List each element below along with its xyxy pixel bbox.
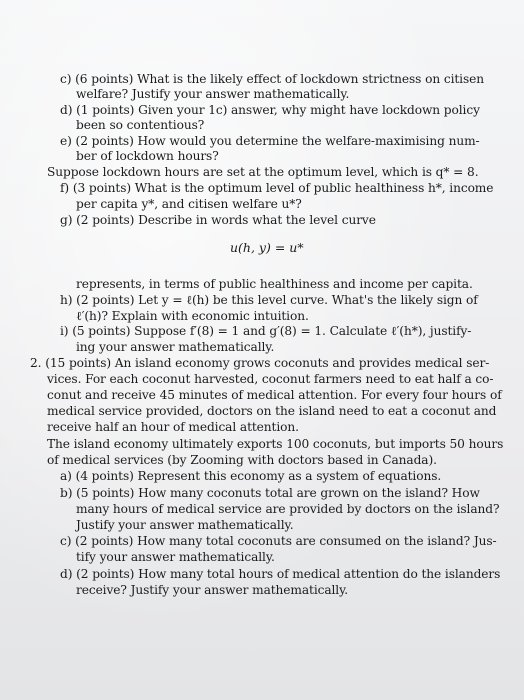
text-line: receive half an hour of medical attention. xyxy=(47,420,299,434)
text-line: conut and receive 45 minutes of medical attention. For every four hours of xyxy=(47,388,502,402)
text-line: The island economy ultimately exports 100 coconuts, but imports 50 hours xyxy=(47,437,504,451)
text-line: been so contentious? xyxy=(76,118,205,132)
text-line: b) (5 points) How many coconuts total are grown on the island? How xyxy=(60,486,480,500)
text-line: g) (2 points) Describe in words what the level curve xyxy=(60,213,376,227)
text-line: d) (2 points) How many total hours of medical attention do the islanders xyxy=(60,567,501,581)
text-line: 2. (15 points) An island economy grows coconuts and provides medical ser- xyxy=(30,356,490,370)
text-line: ℓ′(h)? Explain with economic intuition. xyxy=(76,309,309,323)
text-line: many hours of medical service are provided by doctors on the island? xyxy=(76,502,500,516)
text-line: ing your answer mathematically. xyxy=(76,340,275,354)
text-line: Justify your answer mathematically. xyxy=(76,518,294,532)
text-line: a) (4 points) Represent this economy as a system of equations. xyxy=(60,469,442,483)
text-line: i) (5 points) Suppose f′(8) = 1 and g′(8) = 1. Calculate ℓ′(h*), justify- xyxy=(60,324,472,338)
text-line: h) (2 points) Let y = ℓ(h) be this level curve. What's the likely sign of xyxy=(60,293,478,307)
text-line: vices. For each coconut harvested, coconut farmers need to eat half a co- xyxy=(47,372,494,386)
text-line: d) (1 points) Given your 1c) answer, why might have lockdown policy xyxy=(60,103,480,117)
text-line: represents, in terms of public healthiness and income per capita. xyxy=(76,277,473,291)
text-line: e) (2 points) How would you determine the welfare-maximising num- xyxy=(60,134,480,148)
text-line: ber of lockdown hours? xyxy=(76,149,219,163)
text-line: c) (2 points) How many total coconuts are consumed on the island? Jus- xyxy=(60,534,497,548)
text-line: Suppose lockdown hours are set at the optimum level, which is q* = 8. xyxy=(47,165,479,179)
text-line: welfare? Justify your answer mathematically. xyxy=(76,87,350,101)
text-line: c) (6 points) What is the likely effect of lockdown strictness on citisen xyxy=(60,72,484,86)
text-line: tify your answer mathematically. xyxy=(76,550,275,564)
text-line: of medical services (by Zooming with doctors based in Canada). xyxy=(47,453,437,467)
text-line: receive? Justify your answer mathematically. xyxy=(76,583,349,597)
text-line: medical service provided, doctors on the island need to eat a coconut and xyxy=(47,404,497,418)
text-line: f) (3 points) What is the optimum level of public healthiness h*, income xyxy=(60,181,494,195)
level-curve-equation: u(h, y) = u* xyxy=(230,240,304,255)
text-line: per capita y*, and citisen welfare u*? xyxy=(76,197,302,211)
